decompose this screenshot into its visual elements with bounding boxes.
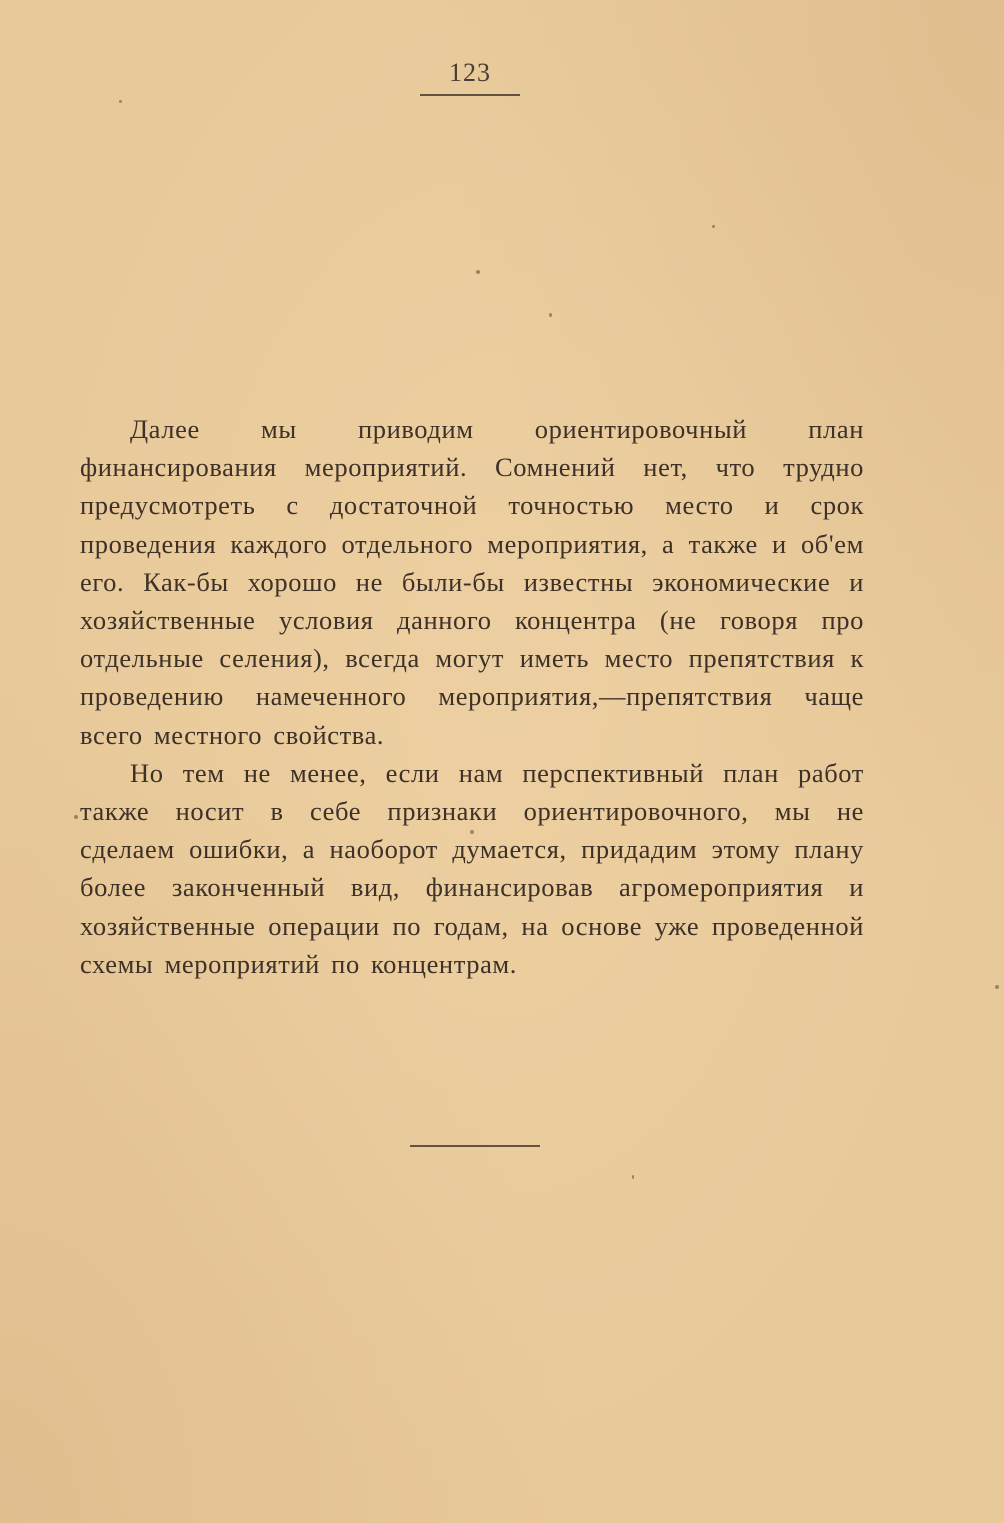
page-number-rule bbox=[420, 94, 520, 96]
paragraph-2: Но тем не менее, если нам перспективный план работ также носит в себе признаки ориентировочного, мы не сделаем ошибки, а наоборот думается, придадим этому плану более законченный вид, финансировав агромероприятия и хозяйственные операции по годам, на основе уже проведенной схемы мероприятий по концентрам. bbox=[80, 757, 864, 979]
paper-speck bbox=[74, 815, 78, 819]
paper-speck bbox=[712, 225, 715, 228]
paper-speck bbox=[476, 270, 480, 274]
page-number: 123 bbox=[449, 58, 491, 87]
section-end-rule bbox=[410, 1145, 540, 1147]
body-text bbox=[80, 410, 864, 983]
paper-speck bbox=[470, 830, 474, 834]
paper-speck bbox=[119, 100, 122, 103]
paper-speck bbox=[995, 985, 999, 989]
paper-speck bbox=[632, 1175, 634, 1179]
paper-speck bbox=[549, 313, 552, 317]
paragraph-1: Далее мы приводим ориентировочный план финансирования мероприятий. Сомнений нет, что трудно предусмотреть с достаточной точностью место и срок проведения каждого отдельного мероприятия, а также и об'ем его. Как-бы хорошо не были-бы известны экономические и хозяйственные условия данного концентра (не говоря про отдельные селения), всегда могут иметь место препятствия к проведению намеченного мероприятия,—препятствия чаще всего местного свойства. bbox=[80, 414, 864, 750]
